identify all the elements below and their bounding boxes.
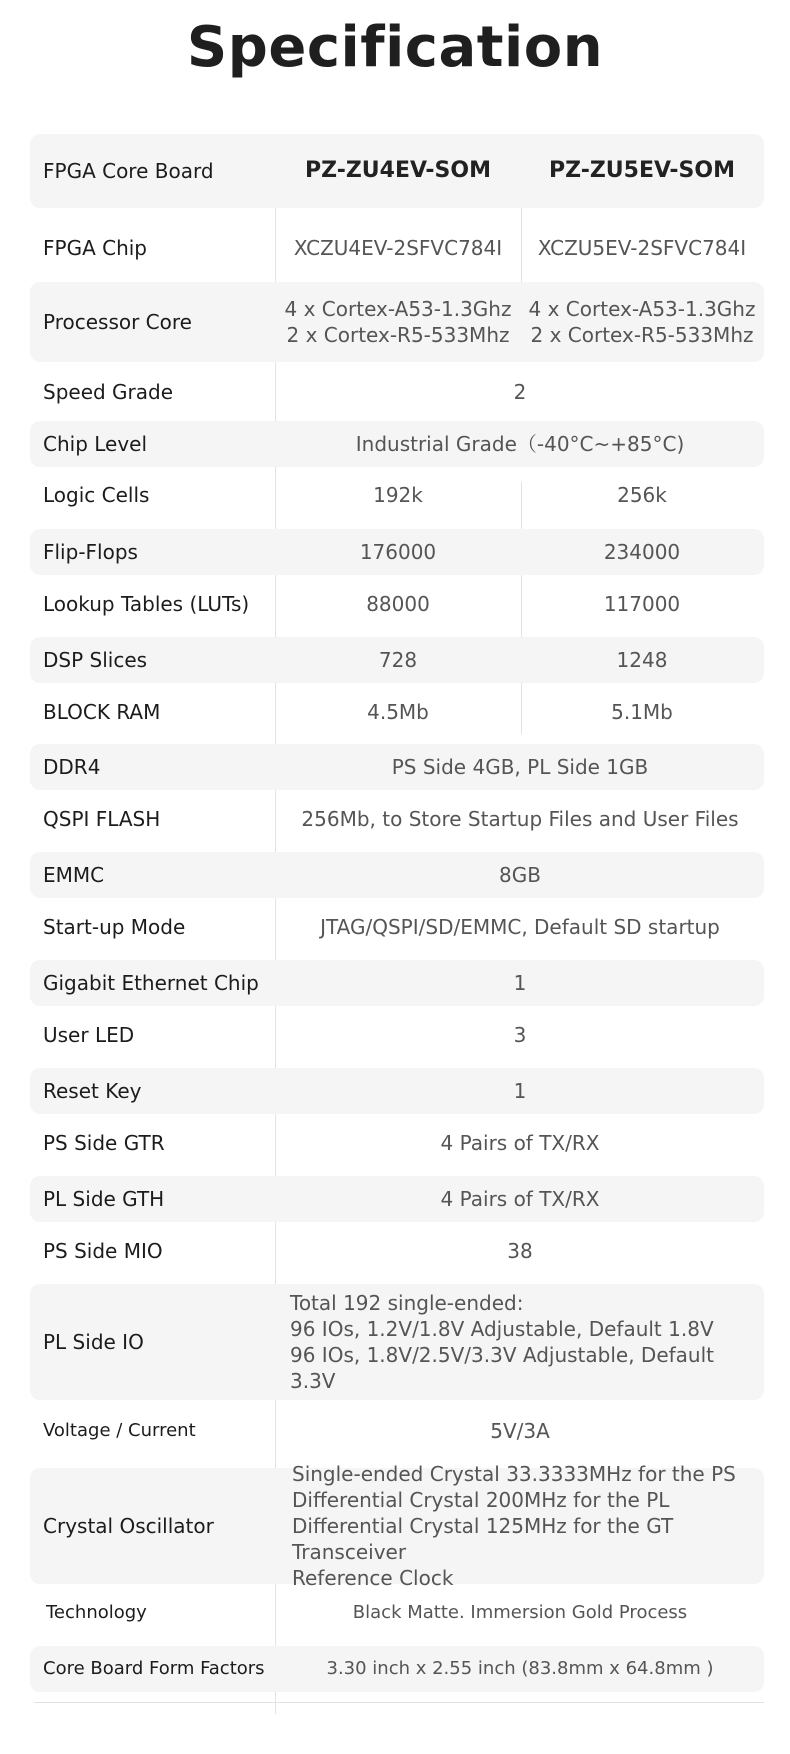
spec-value-model-2: XCZU5EV-2SFVC784I xyxy=(537,236,747,260)
spec-value-shared: 2 xyxy=(513,380,527,404)
spec-row-emmc xyxy=(30,852,764,898)
spec-row-user-led xyxy=(30,1012,764,1058)
spec-value-shared: 3 xyxy=(513,1023,527,1047)
table-bottom-divider xyxy=(34,1702,764,1703)
spec-label: DSP Slices xyxy=(43,648,148,672)
spec-row-pl-side-gth xyxy=(30,1176,764,1222)
spec-value-shared: JTAG/QSPI/SD/EMMC, Default SD startup xyxy=(320,915,720,939)
spec-value-model-1: 88000 xyxy=(366,592,430,616)
spec-row-logic-cells xyxy=(30,472,764,518)
spec-label: Reset Key xyxy=(43,1079,142,1103)
spec-value-model-2: 117000 xyxy=(603,592,681,616)
spec-label: PL Side GTH xyxy=(43,1187,165,1211)
spec-row-flip-flops xyxy=(30,529,764,575)
pl-io-line-2: 96 IOs, 1.2V/1.8V Adjustable, Default 1.8V xyxy=(290,1317,714,1341)
spec-label: User LED xyxy=(43,1023,135,1047)
spec-label: Chip Level xyxy=(43,432,148,456)
spec-value-model-2: 256k xyxy=(617,483,667,507)
spec-value-model-2: 1248 xyxy=(616,648,668,672)
table-header-row xyxy=(30,134,764,208)
spec-value-shared: 4 Pairs of TX/RX xyxy=(440,1131,600,1155)
spec-row-crystal-oscillator xyxy=(30,1462,764,1590)
spec-row-speed-grade xyxy=(30,368,764,416)
spec-label: Logic Cells xyxy=(43,483,150,507)
spec-value-model-1: 4.5Mb xyxy=(367,700,429,724)
spec-label: Technology xyxy=(46,1602,147,1623)
spec-row-dsp-slices xyxy=(30,637,764,683)
crystal-line-2: Differential Crystal 200MHz for the PL xyxy=(292,1488,670,1512)
spec-value-model-1 xyxy=(276,296,520,348)
spec-value-shared: Black Matte. Immersion Gold Process xyxy=(352,1602,688,1623)
header-label: FPGA Core Board xyxy=(43,159,214,183)
spec-label: FPGA Chip xyxy=(43,236,147,260)
spec-row-block-ram xyxy=(30,689,764,735)
spec-row-gigabit-ethernet xyxy=(30,960,764,1006)
spec-row-voltage-current xyxy=(30,1408,764,1454)
spec-label: Lookup Tables (LUTs) xyxy=(43,592,250,616)
spec-value-model-1: 728 xyxy=(378,648,418,672)
processor-line-2: 2 x Cortex-R5-533Mhz xyxy=(530,323,754,347)
spec-value-shared: PS Side 4GB, PL Side 1GB xyxy=(391,755,649,779)
spec-value-model-1: 176000 xyxy=(359,540,437,564)
spec-row-ddr4 xyxy=(30,744,764,790)
spec-value-model-2: 5.1Mb xyxy=(611,700,673,724)
spec-label: BLOCK RAM xyxy=(43,700,161,724)
spec-label: Start-up Mode xyxy=(43,915,186,939)
spec-value-model-2 xyxy=(520,296,764,348)
crystal-line-4: Reference Clock xyxy=(292,1566,454,1590)
spec-label: Crystal Oscillator xyxy=(43,1514,214,1538)
spec-label: PL Side IO xyxy=(43,1330,144,1354)
pl-io-line-1: Total 192 single-ended: xyxy=(290,1291,524,1315)
spec-label: Core Board Form Factors xyxy=(43,1658,265,1679)
spec-row-reset-key xyxy=(30,1068,764,1114)
spec-row-luts xyxy=(30,581,764,627)
spec-label: EMMC xyxy=(43,863,105,887)
header-model-1: PZ-ZU4EV-SOM xyxy=(305,158,491,183)
spec-value-model-1: XCZU4EV-2SFVC784I xyxy=(293,236,503,260)
spec-value-shared: 5V/3A xyxy=(490,1419,550,1443)
spec-value-shared xyxy=(276,1290,764,1394)
spec-label: PS Side MIO xyxy=(43,1239,163,1263)
spec-value-shared: 8GB xyxy=(499,863,541,887)
spec-value-shared: 256Mb, to Store Startup Files and User Files xyxy=(301,807,739,831)
spec-label: QSPI FLASH xyxy=(43,807,161,831)
spec-row-ps-side-mio xyxy=(30,1228,764,1274)
spec-value-model-1: 192k xyxy=(373,483,423,507)
spec-value-model-2: 234000 xyxy=(603,540,681,564)
spec-value-shared: 38 xyxy=(507,1239,533,1263)
spec-row-chip-level xyxy=(30,421,764,467)
processor-line-1: 4 x Cortex-A53-1.3Ghz xyxy=(528,297,756,321)
spec-row-qspi-flash xyxy=(30,796,764,842)
spec-row-startup-mode xyxy=(30,904,764,950)
pl-io-line-3: 96 IOs, 1.8V/2.5V/3.3V Adjustable, Default 3.3V xyxy=(290,1343,715,1393)
spec-row-processor-core xyxy=(30,282,764,362)
spec-label: Voltage / Current xyxy=(43,1420,196,1441)
crystal-line-1: Single-ended Crystal 33.3333MHz for the PS xyxy=(292,1462,736,1486)
spec-row-pl-side-io xyxy=(30,1284,764,1400)
spec-value-shared: 1 xyxy=(513,971,527,995)
spec-label: Processor Core xyxy=(43,310,192,334)
spec-value-shared: Industrial Grade（-40°C~+85°C) xyxy=(355,432,685,456)
spec-value-shared: 3.30 inch x 2.55 inch (83.8mm x 64.8mm ) xyxy=(326,1658,714,1679)
page-title: Specification xyxy=(186,15,604,80)
spec-label: DDR4 xyxy=(43,755,101,779)
header-model-2: PZ-ZU5EV-SOM xyxy=(549,158,735,183)
spec-label: Flip-Flops xyxy=(43,540,138,564)
processor-line-2: 2 x Cortex-R5-533Mhz xyxy=(286,323,510,347)
spec-label: Gigabit Ethernet Chip xyxy=(43,971,259,995)
processor-line-1: 4 x Cortex-A53-1.3Ghz xyxy=(284,297,512,321)
spec-row-form-factors xyxy=(30,1646,764,1692)
spec-label: PS Side GTR xyxy=(43,1131,165,1155)
spec-value-shared: 1 xyxy=(513,1079,527,1103)
spec-value-shared xyxy=(276,1461,764,1591)
spec-row-fpga-chip xyxy=(30,218,764,278)
spec-row-ps-side-gtr xyxy=(30,1120,764,1166)
spec-label: Speed Grade xyxy=(43,380,174,404)
spec-row-technology xyxy=(30,1590,764,1636)
crystal-line-3: Differential Crystal 125MHz for the GT Transceiver xyxy=(292,1514,674,1564)
spec-value-shared: 4 Pairs of TX/RX xyxy=(440,1187,600,1211)
